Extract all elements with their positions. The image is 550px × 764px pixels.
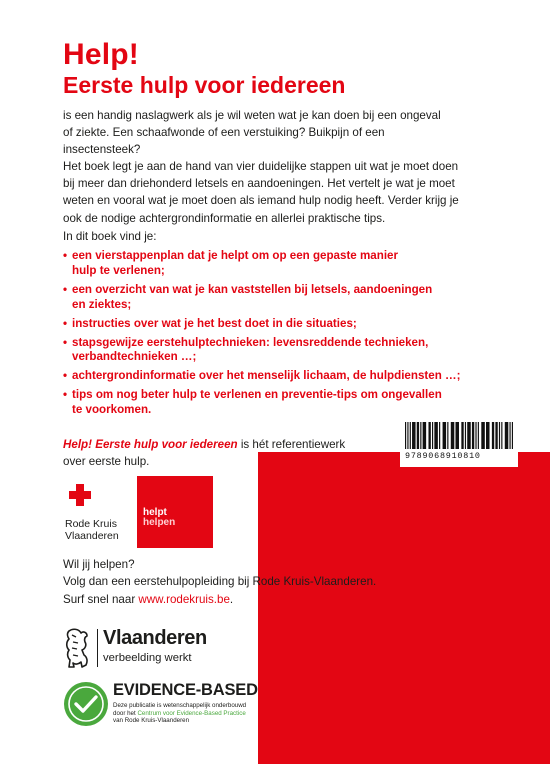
website-link[interactable]: www.rodekruis.be xyxy=(138,592,230,606)
barcode-bar xyxy=(492,422,494,449)
helpt-text: helpt xyxy=(143,507,167,518)
evidence-based-logo xyxy=(63,681,273,729)
feature-list xyxy=(63,249,463,422)
helpt-helpen-box xyxy=(137,476,213,548)
barcode-bar xyxy=(407,422,408,449)
vlaanderen-tagline: verbeelding werkt xyxy=(103,652,192,664)
barcode-bar xyxy=(467,422,471,449)
feature-text: hulp te verlenen; xyxy=(72,263,165,277)
feature-text: een vierstappenplan dat je helpt om op een gepaste manier xyxy=(72,249,399,262)
rode-kruis-name-line: Vlaanderen xyxy=(65,530,119,542)
barcode-bar xyxy=(505,422,509,449)
feature-item xyxy=(63,336,463,366)
feature-text: stapsgewijze eerstehulptechnieken: levensreddende technieken, xyxy=(72,335,429,349)
evidence-desc-line: door het xyxy=(113,709,138,717)
feature-item xyxy=(63,249,463,279)
vlaanderen-name: Vlaanderen xyxy=(103,627,207,649)
feature-text: een overzicht van wat je kan vaststellen bij letsels, aandoeningen xyxy=(72,282,433,296)
vlaanderen-logo xyxy=(63,625,213,673)
cta-line: Surf snel naar xyxy=(63,592,139,606)
evidence-desc-line: van Rode Kruis-Vlaanderen xyxy=(113,717,190,725)
barcode-bar xyxy=(434,422,438,449)
intro-line: weten en vooral wat je moet doen als iemand hulp nodig heeft. Verder krijg je xyxy=(63,194,459,208)
red-cross-icon xyxy=(69,484,91,506)
barcode-number: 9789068910810 xyxy=(405,451,481,461)
barcode-bar xyxy=(478,422,479,449)
feature-list-intro: In dit boek vind je: xyxy=(63,230,157,243)
call-to-action xyxy=(63,556,383,608)
evidence-desc-line: Deze publicatie is wetenschappelijk onderbouwd xyxy=(113,702,247,709)
barcode-bar xyxy=(428,422,430,449)
feature-text: verbandtechnieken …; xyxy=(72,350,197,364)
book-subtitle: Eerste hulp voor iedereen xyxy=(63,72,346,98)
reference-text-after: is hét referentiewerk xyxy=(237,438,346,451)
feature-text: tips om nog beter hulp te verlenen en preventie-tips om ongevallen xyxy=(72,388,442,402)
barcode-bar xyxy=(501,422,502,449)
feature-text: achtergrondinformatie over het menselijk lichaam, de hulpdiensten …; xyxy=(72,369,461,383)
intro-line: of ziekte. Een schaafwonde of een verstuiking? Buikpijn of een insectensteek? xyxy=(63,126,385,157)
checkmark-circle-icon xyxy=(63,681,109,727)
helpen-text: helpen xyxy=(143,517,176,528)
barcode-bar xyxy=(410,422,411,449)
evidence-based-title: EVIDENCE-BASED xyxy=(113,681,258,699)
cta-line: Wil jij helpen? xyxy=(63,558,135,571)
red-background-band-bottom xyxy=(258,620,550,764)
barcode-bars xyxy=(405,422,513,449)
rode-kruis-logo xyxy=(63,476,213,548)
feature-text: en ziektes; xyxy=(72,297,132,311)
logo-divider xyxy=(97,629,98,667)
reference-book-title: Help! Eerste hulp voor iedereen xyxy=(63,438,238,451)
barcode-bar xyxy=(447,422,448,449)
barcode-bar xyxy=(412,422,416,449)
barcode-bar xyxy=(443,422,447,449)
rode-kruis-name xyxy=(65,518,140,542)
feature-item xyxy=(63,369,463,384)
intro-line: is een handig naslagwerk als je wil weten wat je kan doen bij een ongeval xyxy=(63,109,441,122)
cta-line: Volg dan een eerstehulpopleiding bij Rode Kruis-Vlaanderen. xyxy=(63,575,377,589)
barcode-bar xyxy=(405,422,406,449)
barcode-bar xyxy=(465,422,466,449)
feature-text: instructies over wat je het best doet in die situaties; xyxy=(72,316,357,330)
barcode-bar xyxy=(455,422,459,449)
barcode-bar xyxy=(417,422,419,449)
barcode-bar xyxy=(472,422,474,449)
flemish-lion-icon xyxy=(63,627,91,669)
evidence-based-description xyxy=(113,702,283,725)
feature-text: te voorkomen. xyxy=(72,403,152,417)
barcode-bar xyxy=(432,422,433,449)
intro-paragraph xyxy=(63,107,463,227)
rode-kruis-name-line: Rode Kruis xyxy=(65,518,117,530)
feature-item xyxy=(63,283,463,313)
book-title: Help! xyxy=(63,38,139,71)
barcode-bar xyxy=(439,422,440,449)
barcode-bar xyxy=(509,422,510,449)
evidence-centrum-link: Centrum voor Evidence-Based Practice xyxy=(137,709,246,717)
intro-line: Het boek legt je aan de hand van vier duidelijke stappen uit wat je moet doen xyxy=(63,160,459,174)
reference-text xyxy=(63,436,363,470)
intro-line: ook de nodige achtergrondinformatie en allerlei praktische tips. xyxy=(63,211,386,225)
reference-line2: over eerste hulp. xyxy=(63,455,150,469)
barcode-bar xyxy=(499,422,500,449)
feature-item xyxy=(63,317,463,332)
barcode-bar xyxy=(423,422,427,449)
barcode-bar xyxy=(420,422,421,449)
barcode-bar xyxy=(461,422,463,449)
barcode-bar xyxy=(481,422,485,449)
intro-line: bij meer dan driehonderd letsels en aandoeningen. Het vertelt je wat je moet xyxy=(63,177,455,191)
isbn-barcode xyxy=(400,417,518,467)
cta-line: . xyxy=(229,592,234,606)
barcode-bar xyxy=(451,422,455,449)
feature-item xyxy=(63,388,463,418)
barcode-bar xyxy=(475,422,476,449)
barcode-bar xyxy=(512,422,513,449)
barcode-bar xyxy=(495,422,497,449)
barcode-bar xyxy=(486,422,490,449)
